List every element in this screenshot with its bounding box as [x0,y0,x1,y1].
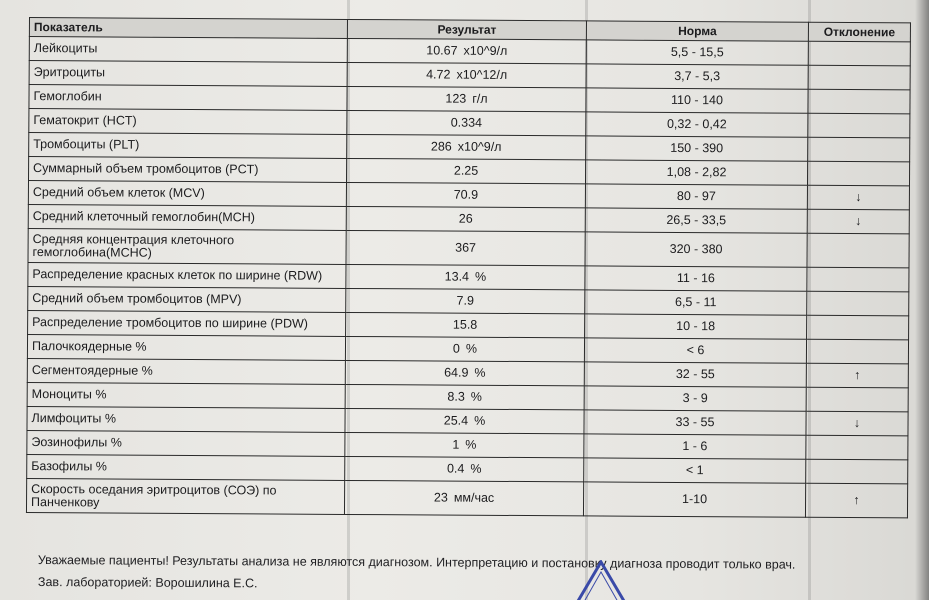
result-cell [345,432,584,457]
indicator-name: Гемоглобин [29,85,347,111]
norm-range: 110 - 140 [586,88,808,113]
norm-range: < 6 [584,338,806,363]
result-value: 7.9 [456,293,475,308]
result-unit: % [474,413,486,428]
result-unit: г/л [472,91,488,106]
result-unit: % [465,341,478,356]
norm-range: 320 - 380 [585,232,807,267]
table-row [26,478,907,517]
norm-range: 150 - 390 [586,136,808,161]
indicator-name: Эозинофилы % [27,430,345,456]
result-value: 0 [452,341,460,356]
result-value: 4.72 [426,67,451,82]
norm-range: 26,5 - 33,5 [585,208,807,233]
result-unit: x10^9/л [457,139,502,154]
result-unit: % [470,461,482,476]
indicator-name: Палочкоядерные % [27,334,345,360]
results-table [26,17,911,518]
indicator-name: Базофилы % [27,454,345,480]
deviation-cell [806,339,908,364]
result-value: 2.25 [453,163,479,178]
table-row [28,228,909,267]
result-value: 1 [452,437,460,452]
result-cell [345,336,584,361]
norm-range: 33 - 55 [584,410,806,435]
result-cell [347,62,586,87]
header-deviation: Отклонение [808,22,910,42]
stamp-icon [566,560,636,600]
norm-range: 6,5 - 11 [585,290,807,315]
indicator-name: Эритроциты [29,61,347,87]
result-cell [347,86,586,111]
deviation-cell [807,315,909,340]
indicator-name: Лимфоциты % [27,406,345,432]
result-value: 70.9 [453,187,479,202]
result-unit: % [470,389,482,404]
indicator-name: Средний объем клеток (MCV) [28,181,346,207]
header-indicator: Показатель [29,18,347,39]
result-value: 8.3 [447,389,465,404]
header-norm: Норма [586,21,808,41]
norm-range: 1-10 [583,482,805,517]
deviation-cell [806,459,908,484]
norm-range: 1,08 - 2,82 [585,160,807,185]
result-unit: x10^9/л [463,43,508,58]
result-cell [347,134,586,159]
indicator-name: Скорость оседания эритроцитов (СОЭ) по Панченкову [26,478,344,514]
result-value: 23 [433,490,448,505]
arrow-down-icon: ↓ [806,411,908,436]
norm-range: 80 - 97 [585,184,807,209]
result-unit: мм/час [453,490,495,505]
indicator-name: Гематокрит (HCT) [29,109,347,135]
indicator-name: Суммарный объем тромбоцитов (PCT) [29,157,347,183]
arrow-down-icon: ↓ [807,185,909,210]
norm-range: 5,5 - 15,5 [586,40,808,65]
norm-range: < 1 [584,458,806,483]
deviation-cell [807,161,909,186]
result-unit: % [474,269,487,284]
deviation-cell [807,291,909,316]
result-value: 0.334 [450,115,483,130]
result-value: 25.4 [443,413,469,428]
result-value: 13.4 [444,269,470,284]
deviation-cell [806,387,908,412]
norm-range: 32 - 55 [584,362,806,387]
result-cell [345,384,584,409]
result-cell [346,158,585,183]
indicator-name: Средняя концентрация клеточного гемоглобина(MCHC) [28,228,346,264]
indicator-name: Средний объем тромбоцитов (MPV) [28,286,346,312]
result-cell [347,38,586,63]
result-value: 15.8 [452,317,478,332]
result-cell [347,110,586,135]
indicator-name: Распределение красных клеток по ширине (RDW) [28,262,346,288]
norm-range: 0,32 - 0,42 [586,112,808,137]
deviation-cell [808,113,910,138]
result-unit: % [465,437,477,452]
norm-range: 3,7 - 5,3 [586,64,808,89]
norm-range: 10 - 18 [585,314,807,339]
paper-edge-shadow [915,0,929,600]
indicator-name: Моноциты % [27,382,345,408]
result-value: 10.67 [426,43,458,58]
result-cell [346,312,585,337]
result-value: 123 [445,91,467,106]
result-value: 26 [458,211,473,226]
result-cell [345,456,584,481]
norm-range: 11 - 16 [585,266,807,291]
result-cell [346,206,585,231]
arrow-down-icon: ↓ [807,209,909,234]
result-unit: x10^12/л [456,67,508,82]
result-value: 0.4 [446,461,465,476]
indicator-name: Средний клеточный гемоглобин(MCH) [28,204,346,230]
disclaimer-text: Уважаемые пациенты! Результаты анализа не являются диагнозом. Интерпретацию и постановку диагноза проводит только врач. [37,553,796,572]
result-value: 286 [430,139,452,154]
result-unit: % [474,365,486,380]
deviation-cell [808,65,910,90]
result-cell [344,480,583,515]
indicator-name: Сегментоядерные % [27,358,345,384]
result-cell [346,288,585,313]
indicator-name: Лейкоциты [29,37,347,63]
lab-head-signature-line: Зав. лабораторией: Ворошилина Е.С. [37,575,258,591]
result-cell [345,408,584,433]
deviation-cell [808,41,910,66]
header-result: Результат [347,19,586,39]
deviation-cell [806,435,908,460]
deviation-cell [808,89,910,114]
indicator-name: Тромбоциты (PLT) [29,133,347,159]
result-cell [346,182,585,207]
deviation-cell [807,233,909,268]
deviation-cell [808,137,910,162]
result-value: 64.9 [444,365,469,380]
norm-range: 1 - 6 [584,434,806,459]
indicator-name: Распределение тромбоцитов по ширине (PDW) [28,310,346,336]
result-cell [346,264,585,289]
result-cell [345,360,584,385]
result-cell [346,230,585,265]
arrow-up-icon: ↑ [805,483,907,518]
arrow-up-icon: ↑ [806,363,908,388]
deviation-cell [807,267,909,292]
result-value: 367 [455,240,477,255]
norm-range: 3 - 9 [584,386,806,411]
